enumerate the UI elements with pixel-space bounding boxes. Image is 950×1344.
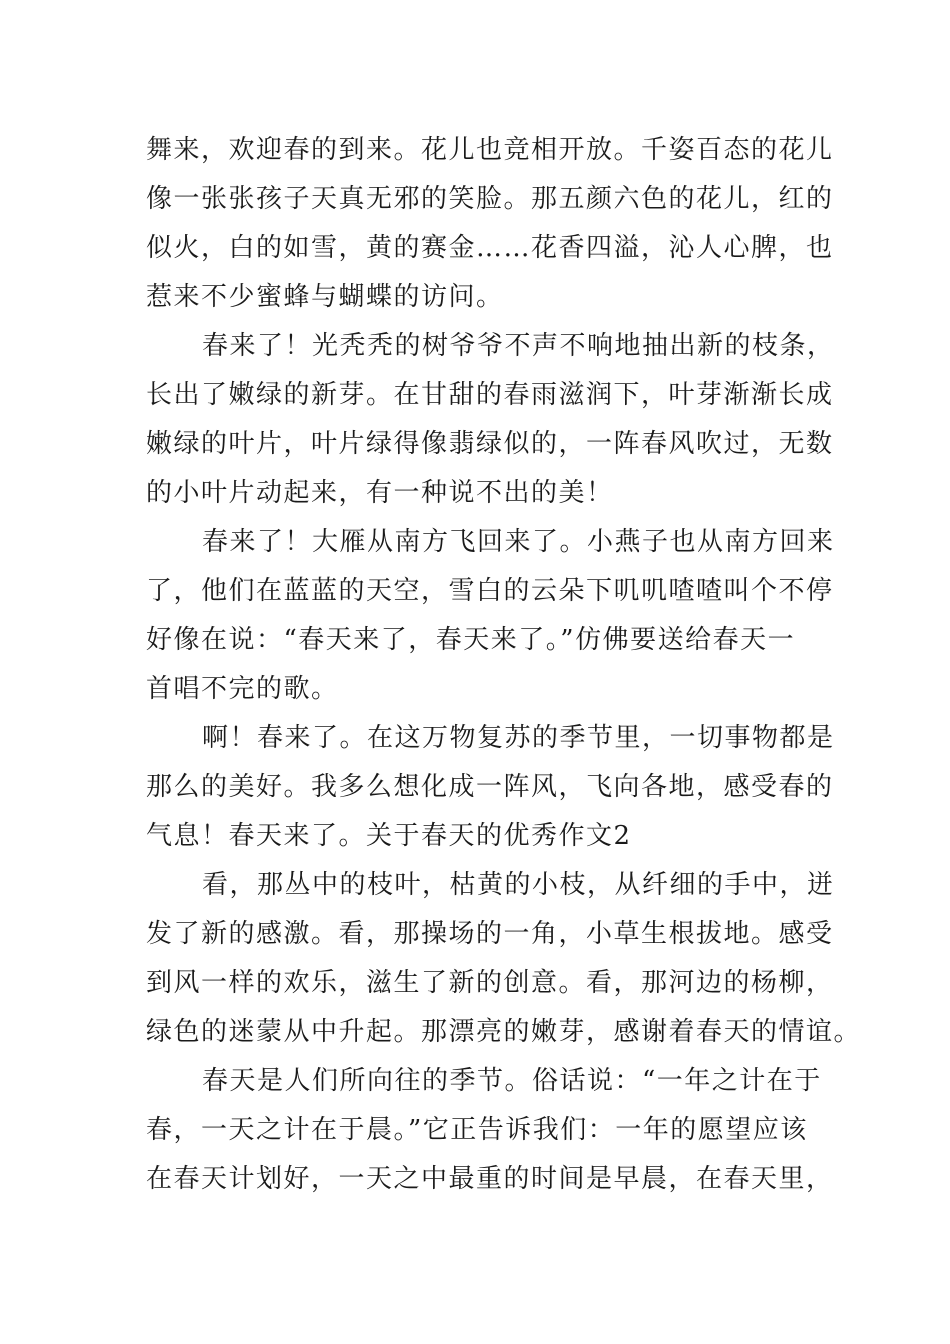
paragraph-first-line: 看，那丛中的枝叶，枯黄的小枝，从纤细的手中，迸 [202,870,835,900]
text-line: 到风一样的欢乐，滋生了新的创意。看，那河边的杨柳， [146,968,834,998]
text-line: 长出了嫩绿的新芽。在甘甜的春雨滋润下，叶芽渐渐长成 [146,380,834,410]
text-line: 舞来，欢迎春的到来。花儿也竞相开放。千姿百态的花儿 [146,135,834,165]
text-line: 的小叶片动起来，有一种说不出的美！ [146,478,614,508]
text-line: 气息！春天来了。关于春天的优秀作文2 [146,821,632,851]
text-line: 在春天计划好，一天之中最重的时间是早晨，在春天里， [146,1164,834,1194]
text-line: 惹来不少蜜蜂与蝴蝶的访问。 [146,282,504,312]
paragraph-first-line: 春来了！光秃秃的树爷爷不声不响地抽出新的枝条， [202,331,835,361]
paragraph-first-line: 春来了！大雁从南方飞回来了。小燕子也从南方回来 [202,527,835,557]
text-line: 了，他们在蓝蓝的天空，雪白的云朵下叽叽喳喳叫个不停 [146,576,834,606]
text-line: 发了新的感激。看，那操场的一角，小草生根拔地。感受 [146,919,834,949]
essay-body [146,126,862,1204]
paragraph-first-line: 春天是人们所向往的季节。俗话说：“一年之计在于 [202,1066,822,1096]
text-line: 似火，白的如雪，黄的赛金……花香四溢，沁人心脾，也 [146,233,834,263]
text-line: 好像在说：“春天来了，春天来了。”仿佛要送给春天一 [146,625,796,655]
text-line: 像一张张孩子天真无邪的笑脸。那五颜六色的花儿，红的 [146,184,834,214]
paragraph-first-line: 啊！春来了。在这万物复苏的季节里，一切事物都是 [202,723,835,753]
text-line: 春，一天之计在于晨。”它正告诉我们：一年的愿望应该 [146,1115,808,1145]
text-line: 绿色的迷蒙从中升起。那漂亮的嫩芽，感谢着春天的情谊。 [146,1017,862,1047]
text-line: 嫩绿的叶片，叶片绿得像翡绿似的，一阵春风吹过，无数 [146,429,834,459]
text-line: 那么的美好。我多么想化成一阵风，飞向各地，感受春的 [146,772,834,802]
text-line: 首唱不完的歌。 [146,674,339,704]
